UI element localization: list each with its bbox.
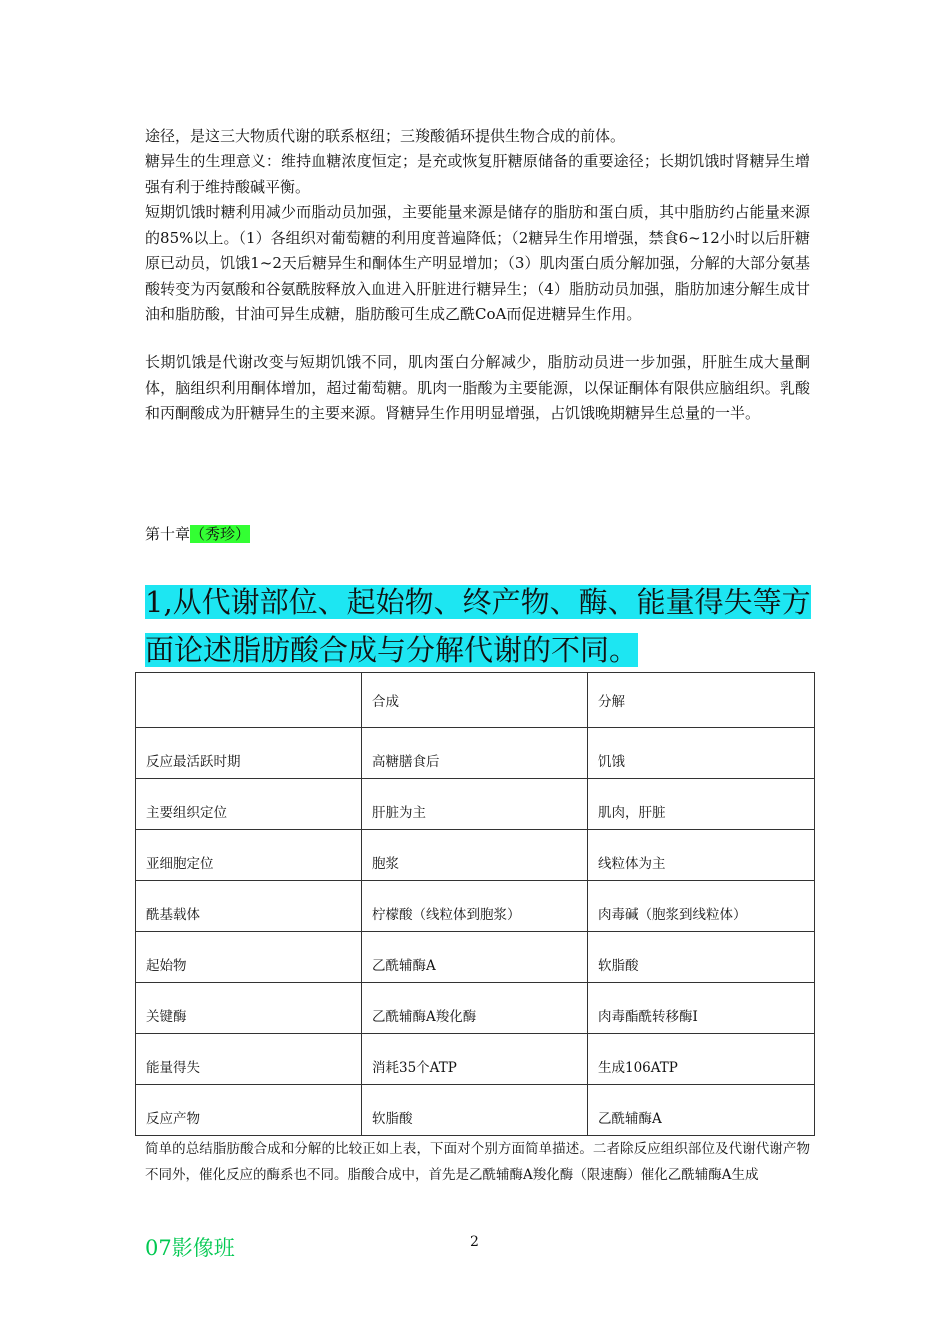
paragraph-3: 短期饥饿时糖利用减少而脂动员加强，主要能量来源是储存的脂肪和蛋白质，其中脂肪约占能量来源的85%以上。（1）各组织对葡萄糖的利用度普遍降低；（2糖异生作用增强，禁食6~12小时以后肝糖原已动员，饥饿1~2天后糖异生和酮体生产明显增加；（3）肌肉蛋白质分解加强，分解的大部分氨基酸转变为丙氨酸和谷氨酰胺释放入血进入肝脏进行糖异生；（4）脂肪动员加强，脂肪加速分解生成甘油和脂肪酸，甘油可异生成糖，脂肪酸可生成乙酰CoA而促进糖异生作用。 [145, 203, 810, 323]
table-cell: 关键酶 [136, 983, 362, 1034]
table-row [136, 779, 815, 830]
table-cell: 乙酰辅酶A [588, 1085, 815, 1136]
table-row [136, 830, 815, 881]
table-cell: 肉毒酯酰转移酶I [588, 983, 815, 1034]
table-cell: 肝脏为主 [362, 779, 588, 830]
table-header-row [136, 673, 815, 728]
table-row [136, 983, 815, 1034]
table-header-cell: 合成 [362, 673, 588, 728]
table-cell: 乙酰辅酶A羧化酶 [362, 983, 588, 1034]
table-cell: 消耗35个ATP [362, 1034, 588, 1085]
paragraph-1: 途径，是这三大物质代谢的联系枢纽；三羧酸循环提供生物合成的前体。 [145, 127, 626, 145]
table-cell: 软脂酸 [362, 1085, 588, 1136]
table-cell: 反应最活跃时期 [136, 728, 362, 779]
table-cell: 饥饿 [588, 728, 815, 779]
footer-class-name: 07影像班 [145, 1236, 235, 1260]
table-header-cell: 分解 [588, 673, 815, 728]
paragraph-2: 糖异生的生理意义：维持血糖浓度恒定；是充或恢复肝糖原储备的重要途径；长期饥饿时肾糖异生增强有利于维持酸碱平衡。 [145, 152, 810, 196]
paragraph-4: 长期饥饿是代谢改变与短期饥饿不同，肌肉蛋白分解减少，脂肪动员进一步加强，肝脏生成大量酮体，脑组织利用酮体增加，超过葡萄糖。肌肉一脂酸为主要能源，以保证酮体有限供应脑组织。乳酸和丙酮酸成为肝糖异生的主要来源。肾糖异生作用明显增强，占饥饿晚期糖异生总量的一半。 [145, 353, 810, 422]
table-row [136, 728, 815, 779]
table-cell: 软脂酸 [588, 932, 815, 983]
comparison-table [135, 672, 815, 1136]
page-number: 2 [470, 1234, 479, 1250]
table-cell: 酰基载体 [136, 881, 362, 932]
table-row [136, 1034, 815, 1085]
question-heading [145, 578, 815, 674]
table-cell: 乙酰辅酶A [362, 932, 588, 983]
table-cell: 主要组织定位 [136, 779, 362, 830]
chapter-label [145, 522, 250, 547]
table-row [136, 1085, 815, 1136]
table-cell: 柠檬酸（线粒体到胞浆） [362, 881, 588, 932]
table-cell: 肌肉，肝脏 [588, 779, 815, 830]
table-cell: 高糖膳食后 [362, 728, 588, 779]
question-heading-text: 1,从代谢部位、起始物、终产物、酶、能量得失等方面论述脂肪酸合成与分解代谢的不同。 [145, 585, 811, 667]
table-row [136, 881, 815, 932]
table-cell: 反应产物 [136, 1085, 362, 1136]
summary-paragraph: 简单的总结脂肪酸合成和分解的比较正如上表，下面对个别方面简单描述。二者除反应组织部位及代谢代谢产物不同外，催化反应的酶系也不同。脂酸合成中，首先是乙酰辅酶A羧化酶（限速酶）催化乙酰辅酶A生成 [145, 1141, 810, 1183]
chapter-author: （秀珍） [190, 525, 251, 543]
table-cell: 线粒体为主 [588, 830, 815, 881]
table-cell: 肉毒碱（胞浆到线粒体） [588, 881, 815, 932]
table-cell: 起始物 [136, 932, 362, 983]
table-cell: 胞浆 [362, 830, 588, 881]
chapter-title: 第十章 [145, 525, 191, 543]
table-cell: 亚细胞定位 [136, 830, 362, 881]
table-row [136, 932, 815, 983]
table-header-cell [136, 673, 362, 728]
table-cell: 能量得失 [136, 1034, 362, 1085]
table-cell: 生成106ATP [588, 1034, 815, 1085]
